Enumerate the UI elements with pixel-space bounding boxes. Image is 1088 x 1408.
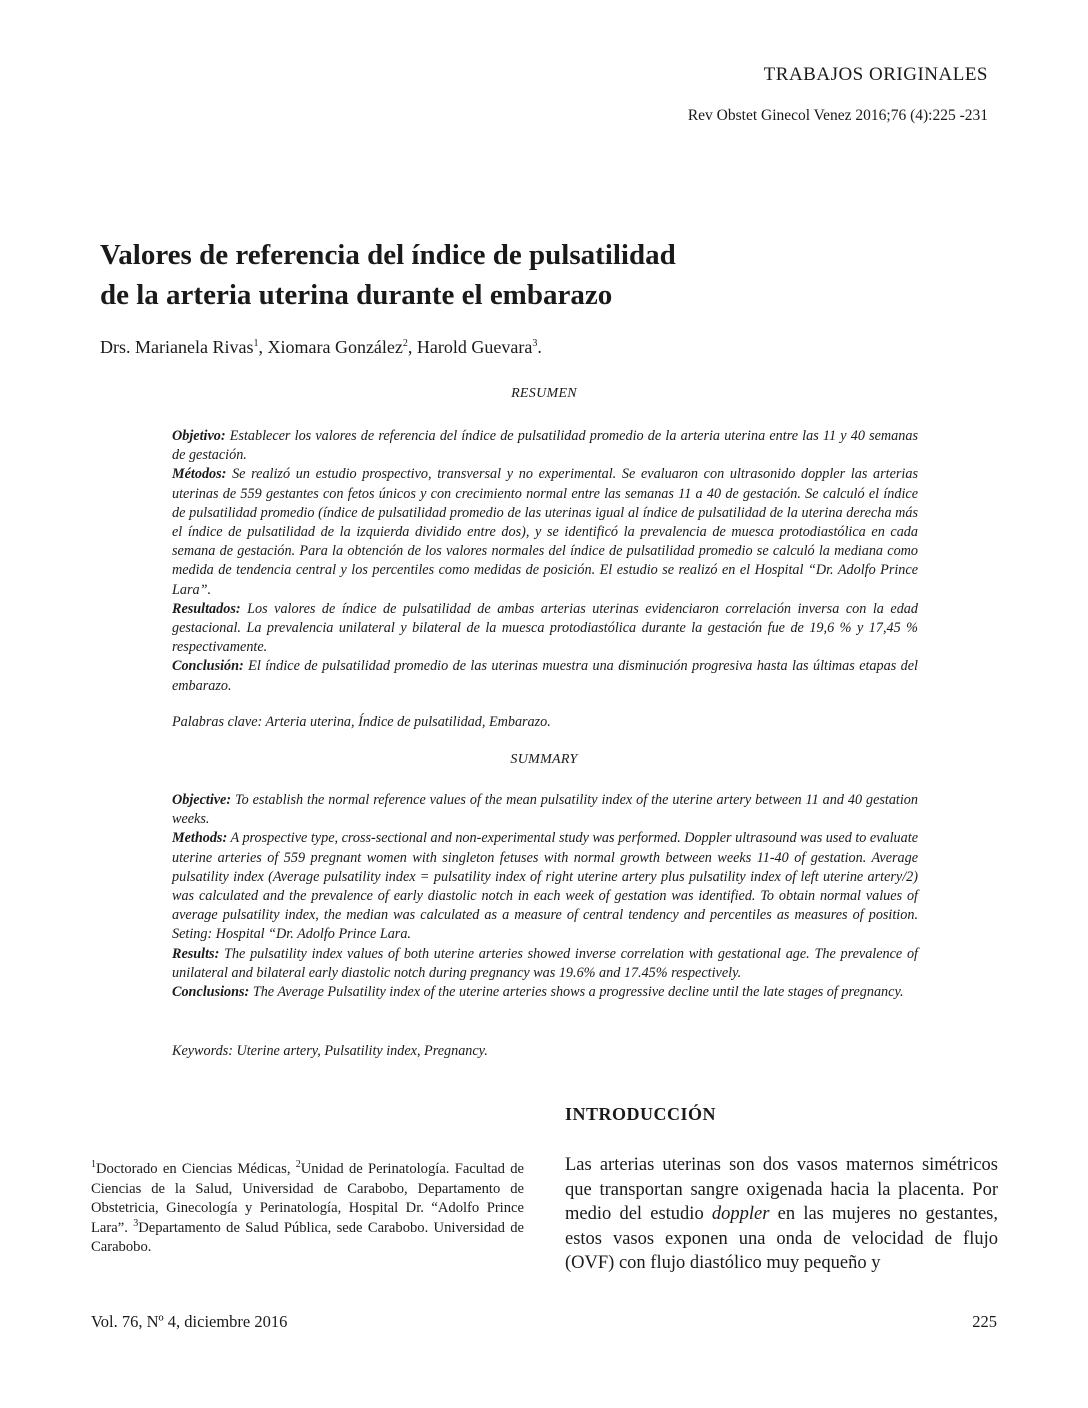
affiliation-text: Unidad de Perinatología. Facultad de Ciencias de la Salud, Universidad de Carabobo, Departamento de Obstetricia, Ginecología y Perinatología, Hospital Dr. “Adolfo Prince Lara”. — [91, 1161, 524, 1236]
resumen-abstract — [172, 427, 918, 696]
methods-text: A prospective type, cross-sectional and non-experimental study was performed. Doppler ultrasound was used to evaluate uterine arteries of 559 pregnant women with singleton fetuses with normal growth between weeks 11-40 of gestation. Average pulsatility index (Average pulsatility index = pulsatility index of right uterine artery plus pulsatility index of left uterine artery/2) was calculated and the prevalence of early diastolic notch in each week of gestation was identified. To obtain normal values of average pulsatility index, the median was calculated as a measure of central tendency and percentiles as measures of position. Seting: Hospital “Dr. Adolfo Prince Lara. — [172, 830, 918, 943]
resumen-conclusion — [172, 657, 918, 695]
author-separator: , — [258, 337, 268, 357]
affiliation-text: Departamento de Salud Pública, sede Carabobo. Universidad de Carabobo. — [91, 1219, 524, 1255]
results-label: Results: — [172, 945, 220, 962]
affiliation-text: Doctorado en Ciencias Médicas, — [96, 1161, 296, 1177]
conclusion-label: Conclusión: — [172, 658, 244, 675]
resultados-text: Los valores de índice de pulsatilidad de ambas arterias uterinas evidenciaron correlación inversa con la edad gestacional. La prevalencia unilateral y bilateral de la muesca protodiastólica durante la gestación fue de 19,6 % y 17,45 % respectivamente. — [172, 600, 918, 656]
summary-objective — [172, 791, 918, 829]
title-line-2: de la arteria uterina durante el embarazo — [100, 279, 613, 311]
resumen-objetivo — [172, 427, 918, 465]
keywords: Keywords: Uterine artery, Pulsatility index, Pregnancy. — [172, 1043, 488, 1059]
authors-prefix: Drs. — [100, 337, 135, 357]
methods-label: Methods: — [172, 830, 228, 847]
author-affiliation-mark: 1 — [253, 338, 259, 349]
resultados-label: Resultados: — [172, 600, 241, 617]
resumen-metodos — [172, 465, 918, 599]
author-list — [100, 337, 542, 358]
affiliation-mark: 1 — [91, 1159, 96, 1171]
affiliation-mark: 3 — [133, 1217, 139, 1229]
summary-conclusions — [172, 983, 918, 1002]
author-separator: , — [407, 337, 417, 357]
summary-results — [172, 945, 918, 983]
metodos-text: Se realizó un estudio prospectivo, transversal y no experimental. Se evaluaron con ultrasonido doppler las arterias uterinas de 559 gestantes con fetos únicos y con crecimiento normal entre las semanas 11 a 40 de gestación. Se calculó el índice de pulsatilidad promedio (índice de pulsatilidad promedio de las uterinas igual al índice de pulsatilidad de la uterina derecha más el índice de pulsatilidad de la izquierda dividido entre dos), y se identificó la prevalencia de muesca protodiastólica en cada semana de gestación. Para la obtención de los valores normales del índice de pulsatilidad promedio se calculó la mediana como medida de tendencia central y los percentiles como medidas de posición. El estudio se realizó en el Hospital “Dr. Adolfo Prince Lara”. — [172, 466, 918, 598]
author-name: Marianela Rivas — [135, 337, 254, 357]
author-name: Harold Guevara — [416, 337, 533, 357]
intro-italic-term: doppler — [711, 1204, 770, 1224]
authors-end: . — [537, 337, 542, 357]
intro-text: en las mujeres no gestantes, estos vasos exponen una onda de velocidad de flujo (OVF) con flujo diastólico muy pequeño y — [565, 1204, 998, 1273]
palabras-clave: Palabras clave: Arteria uterina, Índice de pulsatilidad, Embarazo. — [172, 714, 551, 730]
affiliation-mark: 2 — [295, 1159, 301, 1171]
resumen-heading: RESUMEN — [511, 386, 577, 401]
objetivo-text: Establecer los valores de referencia del índice de pulsatilidad promedio de la arteria uterina entre las 11 y 40 semanas de gestación. — [172, 428, 918, 464]
affiliations-footnote — [91, 1160, 524, 1258]
introduccion-paragraph — [565, 1153, 998, 1276]
journal-citation: Rev Obstet Ginecol Venez 2016;76 (4):225 -231 — [687, 107, 988, 124]
summary-abstract — [172, 791, 918, 1002]
results-text: The pulsatility index values of both uterine arteries showed inverse correlation with gestational age. The prevalence of unilateral and bilateral early diastolic notch during pregnancy was 19.6% and 17.45% respectively. — [172, 945, 918, 981]
summary-heading: SUMMARY — [510, 752, 578, 767]
section-label: TRABAJOS ORIGINALES — [763, 64, 988, 85]
metodos-label: Métodos: — [172, 466, 227, 483]
page-number: 225 — [972, 1312, 997, 1331]
objective-label: Objective: — [172, 792, 232, 808]
author-affiliation-mark: 2 — [402, 338, 408, 349]
author-affiliation-mark: 3 — [532, 338, 538, 349]
title-line-1: Valores de referencia del índice de pulsatilidad — [100, 239, 676, 271]
conclusions-label: Conclusions: — [172, 984, 250, 1001]
article-title — [100, 235, 860, 315]
conclusions-text: The Average Pulsatility index of the uterine arteries shows a progressive decline until the late stages of pregnancy. — [249, 984, 904, 1001]
author-name: Xiomara González — [267, 337, 403, 357]
summary-methods — [172, 829, 918, 944]
objective-text: To establish the normal reference values of the mean pulsatility index of the uterine artery between 11 and 40 gestation weeks. — [172, 792, 918, 828]
introduccion-heading: INTRODUCCIÓN — [565, 1104, 717, 1124]
conclusion-text: El índice de pulsatilidad promedio de las uterinas muestra una disminución progresiva hasta las últimas etapas del embarazo. — [172, 658, 918, 694]
objetivo-label: Objetivo: — [172, 428, 226, 444]
footer-volume: Vol. 76, Nº 4, diciembre 2016 — [91, 1312, 288, 1331]
resumen-resultados — [172, 600, 918, 658]
intro-text: Las arterias uterinas son dos vasos maternos simétricos que transportan sangre oxigenada hacia la placenta. Por medio del estudio — [565, 1155, 998, 1224]
